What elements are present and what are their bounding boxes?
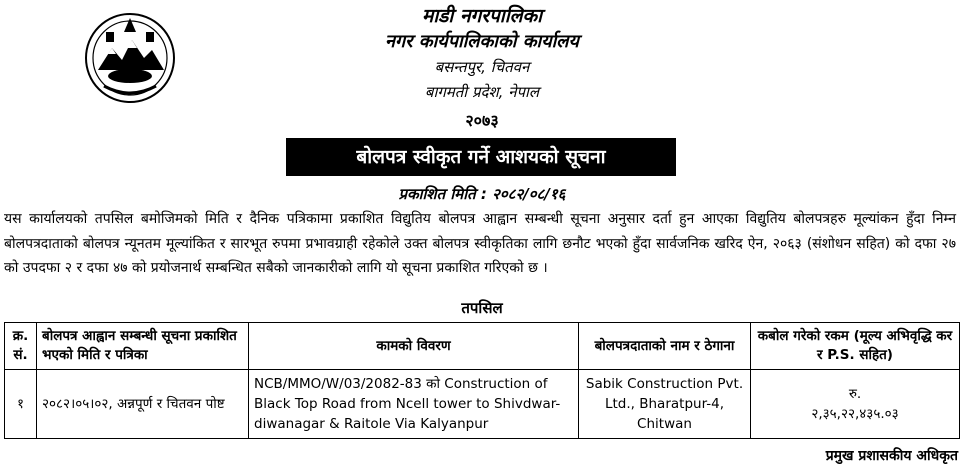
row-work-description: NCB/MMO/W/03/2082-83 को Construction of Black Top Road from Ncell tower to Shivdwar-diwanagar & Raitole Via Kalyanpur — [249, 370, 579, 439]
table-header-row — [5, 323, 960, 370]
office-name: नगर कार्यपालिकाको कार्यालय — [385, 31, 579, 52]
header-bid-amount: कबोल गरेको रकम (मूल्य अभिवृद्धि कर र P.S. सहित) — [751, 323, 960, 370]
municipality-name: माडी नगरपालिका — [421, 5, 543, 27]
establishment-year: २०७३ — [465, 111, 499, 130]
row-notice-date: २०८२।०५।०२, अन्नपूर्ण र चितवन पोष्ट — [37, 370, 249, 439]
bid-schedule-table — [4, 322, 960, 439]
row-bid-amount — [751, 370, 960, 439]
header-bidder: बोलपत्रदाताको नाम र ठेगाना — [579, 323, 751, 370]
notice-body: यस कार्यालयको तपसिल बमोजिमको मिति र दैनिक पत्रिकामा प्रकाशित विद्युतिय बोलपत्र आह्वान सम्बन्धी सूचना अनुसार दर्ता हुन आएका विद्युतिय बोलपत्रहरु मूल्यांकन हुँदा निम्न बोलपत्रदाताको बोलपत्र न्यूनतम मूल्यांकित र सारभूत रुपमा प्रभावग्राही रहेकोले उक्त बोलपत्र स्वीकृतिका लागि छनौट भएको हुँदा सार्वजनिक खरिद ऐन, २०६३ (संशोधन सहित) को दफा २७ को उपदफा २ र दफा ४७ को प्रयोजनार्थ सम्बन्धित सबैको जानकारीको लागि यो सूचना प्रकाशित गरिएको छ । — [4, 211, 956, 276]
amount-currency-prefix: रु. — [848, 386, 862, 402]
header-notice-date: बोलपत्र आह्वान सम्बन्धी सूचना प्रकाशित भएको मिति र पत्रिका — [37, 323, 249, 370]
signatory-title: प्रमुख प्रशासकीय अधिकृत — [825, 448, 958, 464]
header-work-description: कामको विवरण — [249, 323, 579, 370]
row-serial-number: १ — [5, 370, 37, 439]
table-row — [5, 370, 960, 439]
schedule-label: तपसिल — [461, 299, 503, 317]
row-bidder — [579, 370, 751, 439]
office-location: बसन्तपुर, चितवन — [434, 58, 530, 76]
bidder-name: Sabik Construction Pvt. Ltd., Bharatpur-4, — [585, 376, 744, 412]
header-serial-number: क्र. सं. — [5, 323, 37, 370]
province-name: बागमती प्रदेश, नेपाल — [424, 83, 540, 101]
amount-value: २,३५,२२,४३५.०३ — [811, 406, 899, 422]
published-date: प्रकाशित मिति : २०८२/०८/१६ — [398, 185, 566, 203]
notice-title-banner: बोलपत्र स्वीकृत गर्ने आशयको सूचना — [286, 138, 676, 176]
bidder-city: Chitwan — [637, 416, 692, 432]
